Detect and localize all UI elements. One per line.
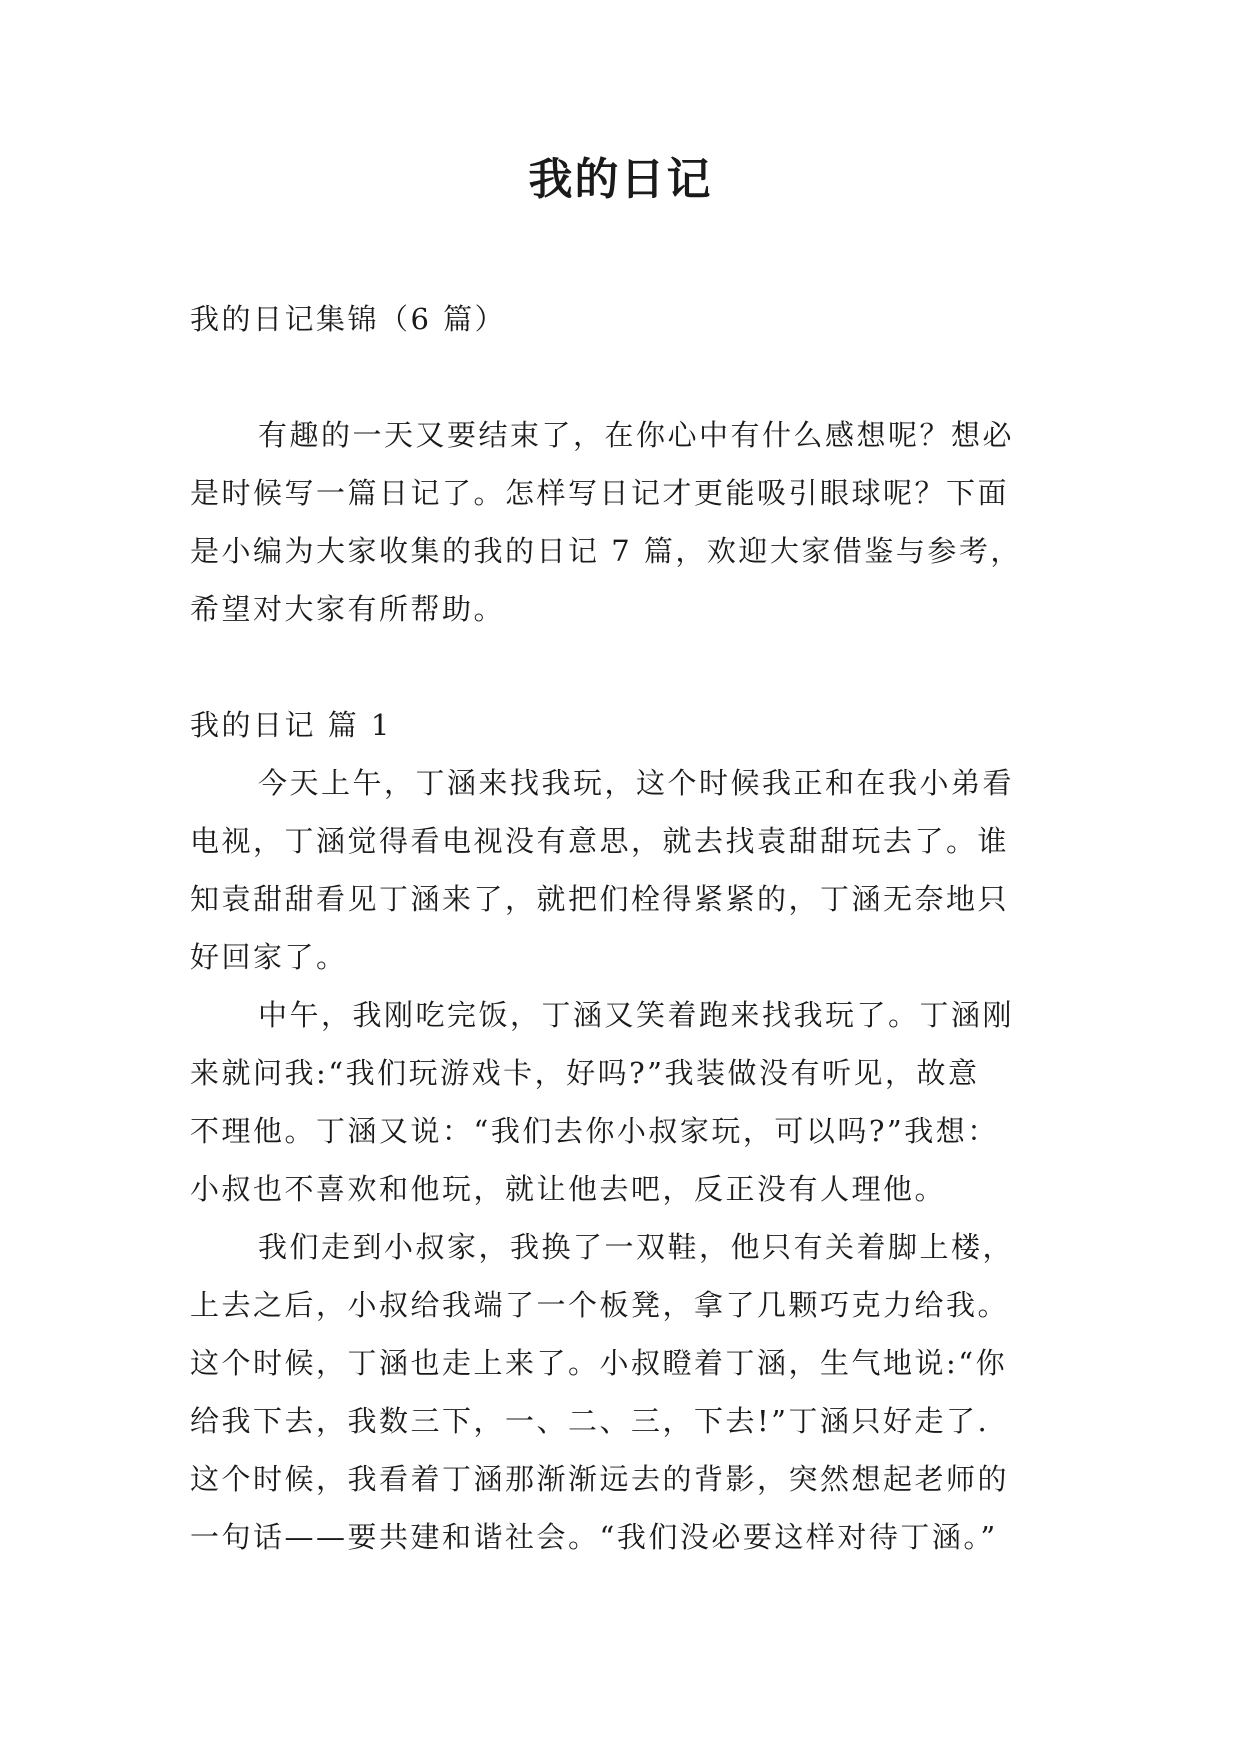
paragraph-line: 希望对大家有所帮助。 <box>190 592 506 626</box>
paragraph-line: 是小编为大家收集的我的日记 7 篇，欢迎大家借鉴与参考， <box>190 534 1022 568</box>
paragraph-line: 这个时候，我看着丁涵那渐渐远去的背影，突然想起老师的 <box>190 1462 1010 1496</box>
paragraph-line: 来就问我:“我们玩游戏卡，好吗?”我装做没有听见，故意 <box>190 1056 980 1090</box>
paragraph-line: 这个时候，丁涵也走上来了。小叔瞪着丁涵，生气地说:“你 <box>190 1346 1008 1380</box>
body-paragraph-3 <box>190 1218 1070 1566</box>
paragraph-line: 是时候写一篇日记了。怎样写日记才更能吸引眼球呢？下面 <box>190 476 1010 510</box>
paragraph-line: 有趣的一天又要结束了，在你心中有什么感想呢？想必 <box>258 418 1015 452</box>
paragraph-line: 中午，我刚吃完饭，丁涵又笑着跑来找我玩了。丁涵刚 <box>258 998 1015 1032</box>
paragraph-line: 知袁甜甜看见丁涵来了，就把们栓得紧紧的，丁涵无奈地只 <box>190 882 1010 916</box>
paragraph-line: 我们走到小叔家，我换了一双鞋，他只有关着脚上楼， <box>258 1230 1015 1264</box>
paragraph-line: 上去之后，小叔给我端了一个板凳，拿了几颗巧克力给我。 <box>190 1288 1010 1322</box>
paragraph-line: 给我下去，我数三下，一、二、三，下去!”丁涵只好走了. <box>190 1404 990 1438</box>
paragraph-line: 一句话——要共建和谐社会。“我们没必要这样对待丁涵。” <box>190 1520 998 1554</box>
document-title: 我的日记 <box>528 154 713 205</box>
intro-paragraph <box>190 406 1070 638</box>
paragraph-line: 不理他。丁涵又说：“我们去你小叔家玩，可以吗?”我想： <box>190 1114 999 1148</box>
paragraph-line: 今天上午，丁涵来找我玩，这个时候我正和在我小弟看 <box>258 766 1015 800</box>
document-subtitle: 我的日记集锦（6 篇） <box>190 302 507 336</box>
paragraph-line: 小叔也不喜欢和他玩，就让他去吧，反正没有人理他。 <box>190 1172 947 1206</box>
paragraph-line: 电视，丁涵觉得看电视没有意思，就去找袁甜甜玩去了。谁 <box>190 824 1010 858</box>
spacer <box>190 638 1070 696</box>
section-heading: 我的日记 篇 1 <box>190 708 392 742</box>
paragraph-line: 好回家了。 <box>190 940 348 974</box>
spacer <box>190 348 1070 406</box>
body-paragraph-1 <box>190 754 1070 986</box>
body-paragraph-2 <box>190 986 1070 1218</box>
document-body <box>190 290 1070 1566</box>
